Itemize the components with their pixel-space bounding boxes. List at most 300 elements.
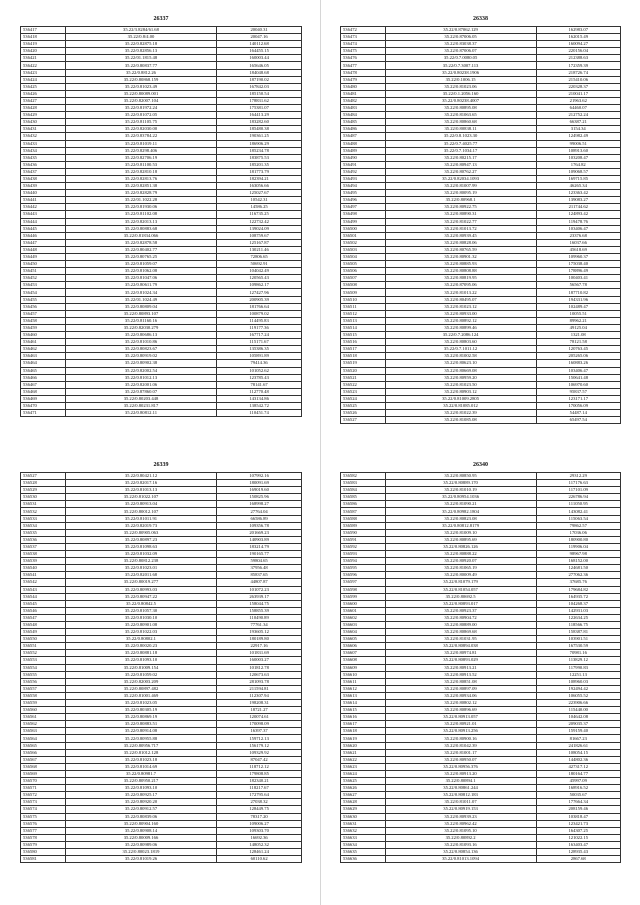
- table-row: [341, 586, 621, 593]
- coordinate-cell: 35.22/0.1.2056.160: [385, 90, 536, 97]
- coordinate-cell: 35.22/0.80921.01: [385, 721, 536, 728]
- record-id-cell: 536562: [21, 721, 66, 728]
- record-id-cell: 536417: [21, 27, 66, 34]
- coordinate-cell: 35.22/0.80890.31: [385, 211, 536, 218]
- value-cell: 16037.66: [536, 239, 620, 246]
- value-cell: 98967.98: [536, 551, 620, 558]
- table-row: [341, 225, 621, 232]
- table-row: [341, 388, 621, 395]
- record-id-cell: 536551: [21, 643, 66, 650]
- table-row: [21, 856, 302, 863]
- value-cell: 182394.21: [217, 175, 302, 182]
- value-cell: 78317.20: [217, 813, 302, 820]
- record-id-cell: 536567: [21, 756, 66, 763]
- value-cell: 277062.36: [536, 572, 620, 579]
- table-row: [341, 487, 621, 494]
- record-id-cell: 536433: [21, 140, 66, 147]
- value-cell: 187710.82: [536, 289, 620, 296]
- table-row: [21, 657, 302, 664]
- record-id-cell: 536509: [341, 289, 386, 296]
- table-row: [341, 820, 621, 827]
- coordinate-cell: 35.22/0.87062.129: [385, 27, 536, 34]
- record-id-cell: 536485: [341, 119, 386, 126]
- value-cell: 185201.35: [217, 161, 302, 168]
- table-row: [341, 154, 621, 161]
- record-id-cell: 536445: [21, 225, 66, 232]
- record-id-cell: 536529: [21, 487, 66, 494]
- coordinate-cell: 35.22/0.80402.77: [65, 246, 216, 253]
- coordinate-cell: 35.22/0.80892.2: [385, 834, 536, 841]
- value-cell: 148052.32: [217, 841, 302, 848]
- coordinate-cell: 35.22/0.81031.95: [385, 636, 536, 643]
- value-cell: 60110.62: [217, 856, 302, 863]
- table-row: [21, 140, 302, 147]
- table-row: [21, 522, 302, 529]
- coordinate-cell: 35.22/0.80095.19: [385, 190, 536, 197]
- table-row: [21, 410, 302, 417]
- value-cell: 103406.47: [536, 367, 620, 374]
- record-id-cell: 536510: [341, 296, 386, 303]
- value-cell: 168152.00: [536, 558, 620, 565]
- record-id-cell: 536482: [341, 97, 386, 104]
- data-table: [340, 472, 621, 863]
- coordinate-cell: 35.22/0.87095.06: [385, 282, 536, 289]
- coordinate-cell: 35.22/0.80203.448: [65, 395, 216, 402]
- table-row: [21, 402, 302, 409]
- coordinate-cell: 35.22/0.80089.001: [65, 90, 216, 97]
- value-cell: 120763.45: [536, 346, 620, 353]
- value-cell: 121022.15: [536, 834, 620, 841]
- coordinate-cell: 35.22/0.81023.49: [65, 83, 216, 90]
- record-id-cell: 536622: [341, 756, 386, 763]
- coordinate-cell: 35.22/0.82851.38: [65, 183, 216, 190]
- table-row: [341, 529, 621, 536]
- coordinate-cell: 35.22/0.81023.06: [385, 83, 536, 90]
- coordinate-cell: 35.22/0.80812.183: [385, 792, 536, 799]
- coordinate-cell: 35.22/0.81065.19: [385, 565, 536, 572]
- record-id-cell: 536572: [21, 792, 66, 799]
- value-cell: 105891.89: [217, 353, 302, 360]
- record-id-cell: 536463: [21, 353, 66, 360]
- coordinate-cell: 35.22/0.82003.209: [65, 678, 216, 685]
- record-id-cell: 536570: [21, 778, 66, 785]
- coordinate-cell: 35.22/0.82856.13: [65, 48, 216, 55]
- record-id-cell: 536607: [341, 650, 386, 657]
- record-id-cell: 536557: [21, 685, 66, 692]
- coordinate-cell: 35.22/0.81012.13: [65, 374, 216, 381]
- value-cell: 128461.24: [217, 848, 302, 855]
- coordinate-cell: 35.22/0.8298.406: [65, 147, 216, 154]
- record-id-cell: 536451: [21, 268, 66, 275]
- value-cell: 427317.12: [536, 763, 620, 770]
- coordinate-cell: 35.22/0.82030.279: [65, 324, 216, 331]
- record-id-cell: 536439: [21, 183, 66, 190]
- table-row: [341, 650, 621, 657]
- coordinate-cell: 35.22/0.80809.04: [65, 303, 216, 310]
- value-cell: 119906.04: [536, 543, 620, 550]
- value-cell: 107992.16: [217, 473, 302, 480]
- coordinate-cell: 35.22/0.80913.04: [65, 501, 216, 508]
- coordinate-cell: 35.22/0.80913.52: [385, 671, 536, 678]
- table-row: [21, 211, 302, 218]
- record-id-cell: 536603: [341, 621, 386, 628]
- coordinate-cell: 35.22/0.81009.2805: [385, 395, 536, 402]
- coordinate-cell: 35.22/0.7.4025.77: [385, 140, 536, 147]
- record-id-cell: 536625: [341, 778, 386, 785]
- table-row: [21, 381, 302, 388]
- table-row: [21, 374, 302, 381]
- value-cell: 78141.67: [217, 381, 302, 388]
- table-row: [341, 367, 621, 374]
- coordinate-cell: 35.22/0.80012.107: [65, 508, 216, 515]
- coordinate-cell: 35.22/0.80989.06: [65, 841, 216, 848]
- value-cell: 50692.91: [217, 261, 302, 268]
- record-id-cell: 536518: [341, 353, 386, 360]
- coordinate-cell: 35.22/0.81030.10: [65, 614, 216, 621]
- record-id-cell: 536533: [21, 515, 66, 522]
- record-id-cell: 536423: [21, 69, 66, 76]
- value-cell: 50035.67: [536, 792, 620, 799]
- value-cell: 20040.31: [217, 27, 302, 34]
- coordinate-cell: 35.22/0.81022.107: [65, 494, 216, 501]
- record-id-cell: 536560: [21, 707, 66, 714]
- table-row: [341, 69, 621, 76]
- table-row: [341, 34, 621, 41]
- value-cell: 212388.63: [536, 55, 620, 62]
- record-id-cell: 536506: [341, 268, 386, 275]
- coordinate-cell: 35.22/0.81001.469: [65, 692, 216, 699]
- coordinate-cell: 35.22/0.80762.27: [385, 168, 536, 175]
- record-id-cell: 536597: [341, 579, 386, 586]
- record-id-cell: 536540: [21, 565, 66, 572]
- coordinate-cell: 35.22/0.81024.34: [65, 289, 216, 296]
- table-row: [341, 735, 621, 742]
- record-id-cell: 536577: [21, 827, 66, 834]
- table-row: [21, 480, 302, 487]
- value-cell: 100403.41: [536, 275, 620, 282]
- value-cell: 190361.25: [217, 133, 302, 140]
- value-cell: 185150.54: [217, 90, 302, 97]
- table-row: [341, 721, 621, 728]
- value-cell: 79862.57: [536, 522, 620, 529]
- coordinate-cell: 35.22/0.81010.19: [385, 487, 536, 494]
- coordinate-cell: 35.22/0.81019.11: [65, 140, 216, 147]
- record-id-cell: 536614: [341, 700, 386, 707]
- value-cell: 163403.47: [536, 841, 620, 848]
- record-id-cell: 536617: [341, 721, 386, 728]
- record-id-cell: 536459: [21, 324, 66, 331]
- table-row: [21, 692, 302, 699]
- table-row: [21, 261, 302, 268]
- table-row: [341, 55, 621, 62]
- table-row: [21, 778, 302, 785]
- table-row: [341, 494, 621, 501]
- record-id-cell: 536530: [21, 494, 66, 501]
- value-cell: 183282.60: [217, 119, 302, 126]
- record-id-cell: 536473: [341, 34, 386, 41]
- table-row: [341, 657, 621, 664]
- coordinate-cell: 35.22/0.80934.06: [385, 692, 536, 699]
- record-id-cell: 536573: [21, 799, 66, 806]
- value-cell: 124893.42: [536, 211, 620, 218]
- coordinate-cell: 35.22/0.8.1023.30: [385, 133, 536, 140]
- table-row: [21, 76, 302, 83]
- record-id-cell: 536504: [341, 254, 386, 261]
- record-id-cell: 536561: [21, 714, 66, 721]
- coordinate-cell: 35.22/0.80974.81: [385, 650, 536, 657]
- coordinate-cell: 35.22/0.82828.79: [65, 190, 216, 197]
- value-cell: 178831.62: [217, 97, 302, 104]
- coordinate-cell: 35.22/0.80611.79: [65, 282, 216, 289]
- coordinate-cell: 35.22/0.80939.23: [385, 813, 536, 820]
- value-cell: 120565.43: [217, 275, 302, 282]
- record-id-cell: 536467: [21, 381, 66, 388]
- coordinate-cell: 35.22/0.81054.057: [385, 586, 536, 593]
- coordinate-cell: 35.22/0.7.3007.113: [385, 62, 536, 69]
- value-cell: 115171.67: [217, 339, 302, 346]
- record-id-cell: 536484: [341, 112, 386, 119]
- value-cell: 281093.78: [217, 678, 302, 685]
- value-cell: 89962.21: [536, 317, 620, 324]
- record-id-cell: 536531: [21, 501, 66, 508]
- coordinate-cell: 35.22/0.80889.170: [385, 480, 536, 487]
- table-row: [21, 197, 302, 204]
- coordinate-cell: 35.22/0.80956.376: [385, 763, 536, 770]
- table-row: [21, 799, 302, 806]
- value-cell: 109356.78: [217, 522, 302, 529]
- table-row: [341, 126, 621, 133]
- value-cell: 167717.24: [217, 332, 302, 339]
- coordinate-cell: 35.22/0.80869.68: [385, 629, 536, 636]
- coordinate-cell: 35.22/0.87006.07: [385, 48, 536, 55]
- coordinate-cell: 35.22/0.81834.066: [65, 232, 216, 239]
- table-row: [21, 275, 302, 282]
- coordinate-cell: 35.22/0.80950.07: [385, 756, 536, 763]
- coordinate-cell: 35.22/0.81093.16: [385, 841, 536, 848]
- coordinate-cell: 35.22/0.80231.817: [65, 402, 216, 409]
- table-row: [341, 204, 621, 211]
- value-cell: 77761.34: [217, 621, 302, 628]
- record-id-cell: 536585: [341, 494, 386, 501]
- value-cell: 143082.41: [536, 508, 620, 515]
- table-row: [21, 664, 302, 671]
- coordinate-cell: 35.22/0.82706.19: [65, 154, 216, 161]
- record-id-cell: 536606: [341, 643, 386, 650]
- coordinate-cell: 35.22/0.80913.20: [385, 770, 536, 777]
- value-cell: 158044.75: [217, 600, 302, 607]
- table-row: [341, 806, 621, 813]
- coordinate-cell: 35.22/0.80803.60: [385, 339, 536, 346]
- value-cell: 37956.48: [217, 565, 302, 572]
- coordinate-cell: 35.22/0.80894.038: [385, 643, 536, 650]
- table-row: [21, 742, 302, 749]
- coordinate-cell: 35.22/0.80901.08: [65, 621, 216, 628]
- table-row: [341, 671, 621, 678]
- table-row: [341, 707, 621, 714]
- record-id-cell: 536498: [341, 211, 386, 218]
- value-cell: 186906.29: [217, 140, 302, 147]
- table-row: [341, 543, 621, 550]
- table-block-26337: [20, 14, 302, 417]
- table-row: [341, 593, 621, 600]
- record-id-cell: 536635: [341, 848, 386, 855]
- record-id-cell: 536571: [21, 785, 66, 792]
- value-cell: 66387.21: [536, 119, 620, 126]
- value-cell: 85837.65: [217, 572, 302, 579]
- table-row: [341, 621, 621, 628]
- table-row: [21, 97, 302, 104]
- value-cell: 165646.05: [217, 62, 302, 69]
- value-cell: 185234.78: [217, 147, 302, 154]
- coordinate-cell: 35.22/0.81013.13: [65, 487, 216, 494]
- value-cell: 14586.25: [217, 204, 302, 211]
- table-row: [21, 175, 302, 182]
- coordinate-cell: 35.22/0.81085.012: [385, 402, 536, 409]
- table-row: [341, 339, 621, 346]
- record-id-cell: 536425: [21, 83, 66, 90]
- coordinate-cell: 35.22/0.87860.07: [65, 388, 216, 395]
- value-cell: 164455.15: [217, 48, 302, 55]
- table-row: [341, 508, 621, 515]
- record-id-cell: 536547: [21, 614, 66, 621]
- coordinate-cell: 35.22/0.81023.01: [65, 565, 216, 572]
- table-row: [21, 643, 302, 650]
- record-id-cell: 536431: [21, 126, 66, 133]
- value-cell: 49125.04: [536, 324, 620, 331]
- table-row: [341, 261, 621, 268]
- coordinate-cell: 35.22/0.80901.32: [385, 254, 536, 261]
- record-id-cell: 536523: [341, 388, 386, 395]
- coordinate-cell: 35.22/0.80893.107: [65, 310, 216, 317]
- value-cell: 110451.74: [217, 410, 302, 417]
- coordinate-cell: 35.22/0.80893.029: [385, 657, 536, 664]
- table-row: [341, 112, 621, 119]
- record-id-cell: 536486: [341, 126, 386, 133]
- coordinate-cell: 35.22/0.80019.277: [65, 579, 216, 586]
- table-row: [21, 112, 302, 119]
- table-row: [341, 664, 621, 671]
- value-cell: 124982.49: [536, 133, 620, 140]
- record-id-cell: 536430: [21, 119, 66, 126]
- value-cell: 198208.31: [217, 700, 302, 707]
- record-id-cell: 536620: [341, 742, 386, 749]
- value-cell: 16692.36: [217, 834, 302, 841]
- table-row: [21, 785, 302, 792]
- coordinate-cell: 35.22/0.81022.03: [65, 629, 216, 636]
- table-row: [341, 41, 621, 48]
- coordinate-cell: 35.22/0.80908.14: [65, 827, 216, 834]
- table-row: [21, 721, 302, 728]
- table-row: [341, 856, 621, 863]
- value-cell: 162015.49: [536, 34, 620, 41]
- table-row: [21, 607, 302, 614]
- table-row: [341, 636, 621, 643]
- record-id-cell: 536487: [341, 133, 386, 140]
- coordinate-cell: 35.22/0.81012.128: [65, 749, 216, 756]
- value-cell: 95837.57: [536, 388, 620, 395]
- table-row: [21, 558, 302, 565]
- data-table: [20, 26, 302, 417]
- table-row: [341, 97, 621, 104]
- coordinate-cell: 35.22/0.80305.19: [65, 707, 216, 714]
- coordinate-cell: 35.22/01.1024.49: [65, 296, 216, 303]
- value-cell: 117101.09: [536, 487, 620, 494]
- record-id-cell: 536583: [341, 480, 386, 487]
- record-id-cell: 536520: [341, 367, 386, 374]
- record-id-cell: 536513: [341, 317, 386, 324]
- coordinate-cell: 35.22/0.80925.17: [65, 792, 216, 799]
- coordinate-cell: 35.22/0.82001.06: [65, 381, 216, 388]
- value-cell: 208159.46: [536, 806, 620, 813]
- coordinate-cell: 35.22/0.80914.08: [65, 728, 216, 735]
- coordinate-cell: 35.22/0.81059.07: [65, 261, 216, 268]
- table-row: [21, 565, 302, 572]
- value-cell: 81667.23: [536, 735, 620, 742]
- table-row: [341, 480, 621, 487]
- record-id-cell: 536609: [341, 664, 386, 671]
- record-id-cell: 536488: [341, 140, 386, 147]
- value-cell: 1764.82: [536, 161, 620, 168]
- record-id-cell: 536500: [341, 225, 386, 232]
- value-cell: 115440.00: [536, 707, 620, 714]
- record-id-cell: 536632: [341, 827, 386, 834]
- coordinate-cell: 35.22/0.8/4.00: [65, 34, 216, 41]
- value-cell: 111050.95: [536, 501, 620, 508]
- table-row: [341, 175, 621, 182]
- record-id-cell: 536503: [341, 246, 386, 253]
- coordinate-cell: 35.22/0.81009.10: [385, 529, 536, 536]
- coordinate-cell: 35.22/0.80692.5: [385, 593, 536, 600]
- coordinate-cell: 35.22/0.82019.73: [65, 522, 216, 529]
- record-id-cell: 536563: [21, 728, 66, 735]
- record-id-cell: 536454: [21, 289, 66, 296]
- value-cell: 104642.08: [536, 714, 620, 721]
- coordinate-cell: 35.22/0.81093.10: [65, 785, 216, 792]
- record-id-cell: 536590: [341, 529, 386, 536]
- table-row: [341, 161, 621, 168]
- value-cell: 168998.27: [217, 501, 302, 508]
- value-cell: 144802.36: [536, 756, 620, 763]
- coordinate-cell: 35.22/0.81001.17: [385, 749, 536, 756]
- coordinate-cell: 35.22/0.7.1034.17: [385, 147, 536, 154]
- table-row: [341, 714, 621, 721]
- record-id-cell: 536591: [341, 536, 386, 543]
- table-row: [341, 317, 621, 324]
- record-id-cell: 536569: [21, 770, 66, 777]
- table-row: [21, 494, 302, 501]
- value-cell: 2867.68: [536, 856, 620, 863]
- value-cell: 212752.24: [536, 112, 620, 119]
- value-cell: 104268.37: [536, 600, 620, 607]
- record-id-cell: 536489: [341, 147, 386, 154]
- coordinate-cell: 35.22/0.80238.1906: [385, 69, 536, 76]
- record-id-cell: 536599: [341, 593, 386, 600]
- value-cell: 193605.12: [217, 629, 302, 636]
- coordinate-cell: 35.22/0.80899.46: [385, 324, 536, 331]
- coordinate-cell: 35.22/0.80888.22: [385, 551, 536, 558]
- coordinate-cell: 35.22/0.82875.18: [65, 41, 216, 48]
- value-cell: 183875.53: [217, 154, 302, 161]
- coordinate-cell: 35.22/0.81100.53: [65, 161, 216, 168]
- coordinate-cell: 35.22/0.80854.136: [385, 848, 536, 855]
- coordinate-cell: 35.22/0.82813.76: [65, 175, 216, 182]
- value-cell: 16397.37: [217, 728, 302, 735]
- coordinate-cell: 35.22/0.81095.10: [385, 827, 536, 834]
- table-row: [21, 27, 302, 34]
- coordinate-cell: 35.22/01.1022.28: [65, 197, 216, 204]
- table-row: [21, 813, 302, 820]
- record-id-cell: 536581: [21, 856, 66, 863]
